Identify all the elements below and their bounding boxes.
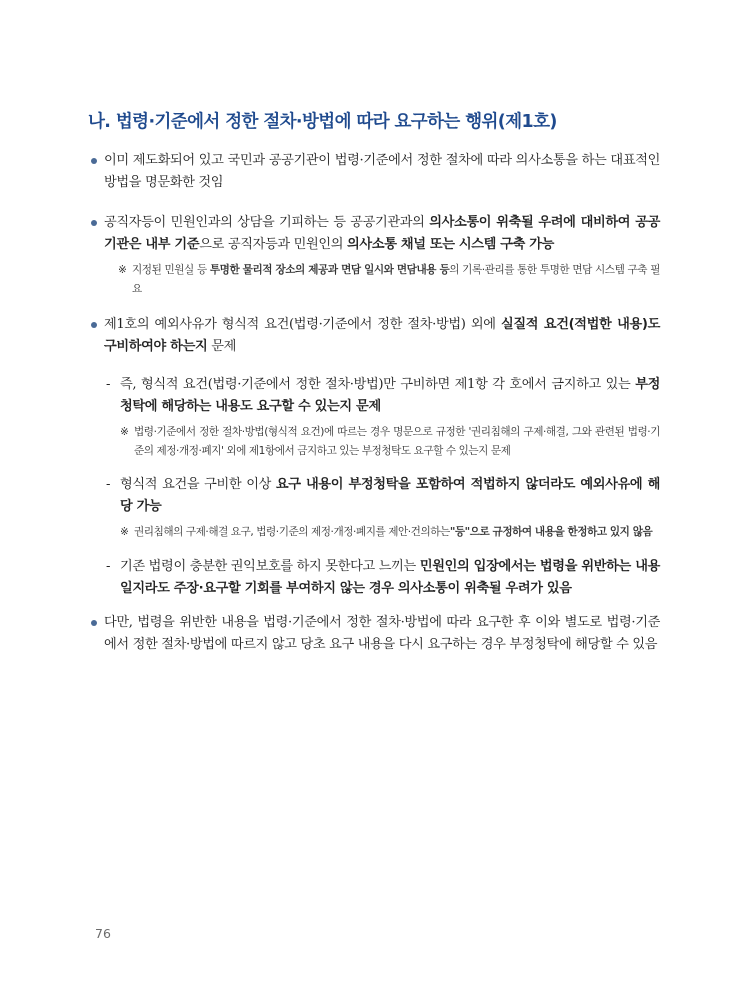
bullet-dot-icon (91, 220, 97, 226)
text-run: 즉, 형식적 요건(법령·기준에서 정한 절차·방법)만 구비하면 제1항 각 호에서 금지하고 있는 (120, 377, 636, 392)
reference-mark-icon: ※ (120, 426, 129, 438)
dash-item-2 (104, 474, 660, 518)
bullet-dot-icon (91, 158, 97, 164)
text-run: 의 기록·관리를 통한 투명한 면담 시스템 구축 필요 (132, 264, 660, 295)
text-run: 형식적 요건을 구비한 이상 (120, 477, 276, 492)
dash-text (120, 556, 660, 600)
note-item (120, 423, 660, 460)
text-run: 지정된 민원실 등 (132, 264, 210, 276)
text-run: 기존 법령이 충분한 권익보호를 하지 못한다고 느끼는 (120, 558, 420, 574)
dash-mark: - (106, 377, 111, 392)
bullet-text: 이미 제도화되어 있고 국민과 공공기관이 법령·기준에서 정한 절차에 따라 의사소통을 하는 대표적인 방법을 명문화한 것임 (104, 153, 660, 190)
dash-item-3 (104, 556, 660, 600)
note-text (132, 261, 660, 298)
bullet-item-2 (88, 212, 660, 256)
bullet-text: 다만, 법령을 위반한 내용을 법령·기준에서 정한 절차·방법에 따라 요구한 후 이와 별도로 법령·기준에서 정한 절차·방법에 따르지 않고 당초 요구 내용을 다시 요구하는 경우 부정청탁에 해당할 수 있음 (104, 614, 660, 652)
bold-text-run: 부정청탁에 해당하는 내용도 요구할 수 있는지 문제 (120, 377, 660, 414)
text-run: 제1호의 예외사유가 형식적 요건(법령·기준에서 정한 절차·방법) 외에 (104, 317, 501, 332)
bold-text-run: 실질적 요건(적법한 내용)도 구비하여야 하는지 (104, 317, 660, 354)
page-number: 76 (95, 926, 111, 941)
text-run: 으로 공직자등과 민원인의 (199, 237, 348, 252)
reference-mark-icon: ※ (120, 526, 129, 538)
bullet-text (104, 314, 660, 358)
bullet-item-3 (88, 314, 660, 358)
dash-item-1 (104, 374, 660, 418)
note-text: 법령·기준에서 정한 절차·방법(형식적 요건)에 따르는 경우 명문으로 규정한 '권리침해의 구제·해결, 그와 관련된 법령·기준의 제정·개정·폐지' 외에 제1항에서 금지하고 있는 부정청탁도 요구할 수 있는지 문제 (134, 426, 660, 457)
bold-text-run: 의사소통이 위축될 우려에 대비하여 공공기관은 내부 기준 (104, 215, 660, 252)
bullet-text (104, 212, 660, 256)
dash-text (120, 474, 660, 518)
bold-text-run: 의사소통 채널 또는 시스템 구축 가능 (347, 237, 555, 252)
note-text (134, 523, 660, 542)
bold-text-run: 투명한 물리적 장소의 제공과 면담 일시와 면담내용 등 (209, 264, 450, 276)
content-body (88, 150, 660, 656)
bold-text-run: "등"으로 규정하여 내용을 한정하고 있지 않음 (449, 526, 653, 538)
section-heading: 나. 법령·기준에서 정한 절차·방법에 따라 요구하는 행위(제1호) (88, 112, 557, 132)
reference-mark-icon: ※ (118, 264, 127, 276)
bullet-dot-icon (91, 322, 97, 328)
bullet-item-4 (88, 612, 660, 656)
text-run: 문제 (207, 339, 236, 354)
note-item (120, 523, 660, 542)
dash-text (120, 374, 660, 418)
dash-mark: - (106, 477, 111, 492)
note-item (118, 261, 660, 298)
bullet-item-1 (88, 150, 660, 194)
text-run: 공직자등이 민원인과의 상담을 기피하는 등 공공기관과의 (104, 215, 430, 230)
bold-text-run: 요구 내용이 부정청탁을 포함하여 적법하지 않더라도 예외사유에 해당 가능 (120, 477, 660, 514)
dash-mark: - (106, 558, 111, 574)
bullet-dot-icon (91, 620, 97, 626)
text-run: 권리침해의 구제·해결 요구, 법령·기준의 제정·개정·폐지를 제안·건의하는 (134, 526, 450, 538)
bold-text-run: 민원인의 입장에서는 법령을 위반하는 내용일지라도 주장·요구할 기회를 부여하지 않는 경우 의사소통이 위축될 우려가 있음 (120, 558, 661, 596)
